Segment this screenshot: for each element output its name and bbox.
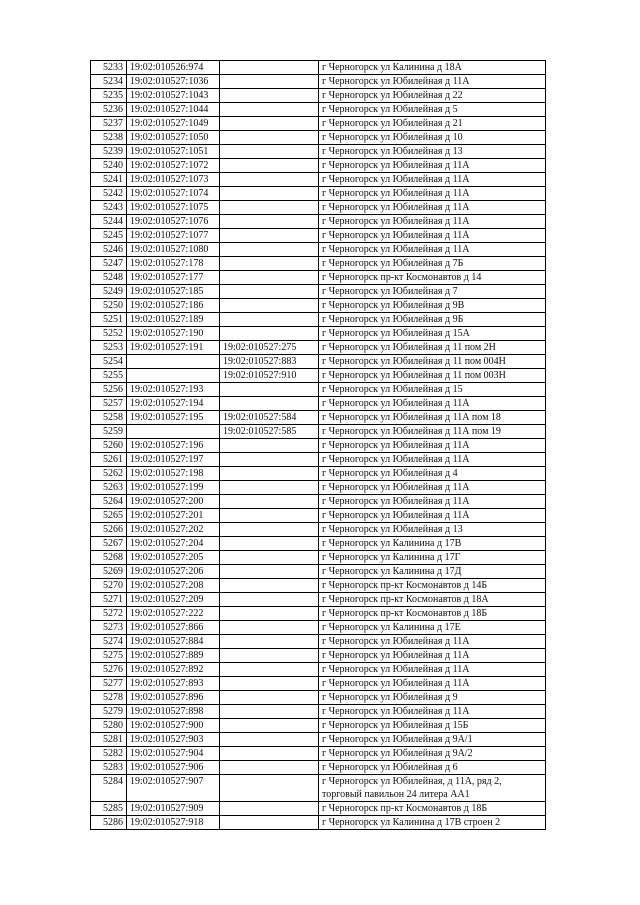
parent-cadastral-number-cell: 19:02:010527:178 [127,257,220,271]
row-number-cell: 5246 [91,243,127,257]
child-cadastral-number-cell [220,327,319,341]
parent-cadastral-number-cell: 19:02:010527:866 [127,621,220,635]
table-row [91,565,546,579]
address-cell: г Черногорск ул Калинина д 17В строен 2 [319,816,546,830]
table-row [91,425,546,439]
address-cell: г Черногорск ул Юбилейная д 7Б [319,257,546,271]
table-row [91,816,546,830]
address-cell: г Черногорск ул Калинина д 17Е [319,621,546,635]
table-row [91,243,546,257]
child-cadastral-number-cell [220,663,319,677]
table-row [91,607,546,621]
row-number-cell: 5286 [91,816,127,830]
table-row [91,187,546,201]
table-row [91,719,546,733]
table-row [91,299,546,313]
parent-cadastral-number-cell: 19:02:010527:898 [127,705,220,719]
child-cadastral-number-cell [220,397,319,411]
table-row [91,397,546,411]
table-row [91,747,546,761]
parent-cadastral-number-cell: 19:02:010527:193 [127,383,220,397]
child-cadastral-number-cell [220,761,319,775]
child-cadastral-number-cell [220,201,319,215]
address-cell: г Черногорск ул Юбилейная д 11А [319,173,546,187]
row-number-cell: 5254 [91,355,127,369]
row-number-cell: 5270 [91,579,127,593]
child-cadastral-number-cell [220,299,319,313]
table-row [91,551,546,565]
address-cell: г Черногорск ул Юбилейная д 11А [319,509,546,523]
parent-cadastral-number-cell: 19:02:010527:191 [127,341,220,355]
child-cadastral-number-cell [220,313,319,327]
address-cell: г Черногорск ул Юбилейная д 11А [319,397,546,411]
address-cell: г Черногорск ул Юбилейная д 15Б [319,719,546,733]
child-cadastral-number-cell [220,593,319,607]
parent-cadastral-number-cell: 19:02:010527:185 [127,285,220,299]
row-number-cell: 5260 [91,439,127,453]
row-number-cell: 5273 [91,621,127,635]
parent-cadastral-number-cell: 19:02:010527:190 [127,327,220,341]
address-cell: г Черногорск пр-кт Космонавтов д 18Б [319,802,546,816]
parent-cadastral-number-cell: 19:02:010527:900 [127,719,220,733]
address-cell: г Черногорск ул Юбилейная д 10 [319,131,546,145]
child-cadastral-number-cell [220,173,319,187]
parent-cadastral-number-cell: 19:02:010527:904 [127,747,220,761]
address-cell: г Черногорск ул Юбилейная д 11А [319,663,546,677]
table-row [91,271,546,285]
row-number-cell: 5262 [91,467,127,481]
row-number-cell: 5237 [91,117,127,131]
address-cell: г Черногорск пр-кт Космонавтов д 18Б [319,607,546,621]
row-number-cell: 5275 [91,649,127,663]
row-number-cell: 5234 [91,75,127,89]
row-number-cell: 5280 [91,719,127,733]
table-row [91,523,546,537]
child-cadastral-number-cell [220,131,319,145]
parent-cadastral-number-cell: 19:02:010527:1077 [127,229,220,243]
row-number-cell: 5256 [91,383,127,397]
parent-cadastral-number-cell: 19:02:010527:1080 [127,243,220,257]
address-cell: г Черногорск пр-кт Космонавтов д 18А [319,593,546,607]
child-cadastral-number-cell [220,802,319,816]
parent-cadastral-number-cell: 19:02:010527:177 [127,271,220,285]
row-number-cell: 5259 [91,425,127,439]
table-row [91,341,546,355]
row-number-cell: 5269 [91,565,127,579]
address-cell: г Черногорск ул Юбилейная д 11А [319,201,546,215]
parent-cadastral-number-cell: 19:02:010527:896 [127,691,220,705]
table-row [91,691,546,705]
row-number-cell: 5245 [91,229,127,243]
parent-cadastral-number-cell: 19:02:010527:195 [127,411,220,425]
row-number-cell: 5279 [91,705,127,719]
row-number-cell: 5244 [91,215,127,229]
row-number-cell: 5274 [91,635,127,649]
parent-cadastral-number-cell: 19:02:010527:909 [127,802,220,816]
parent-cadastral-number-cell: 19:02:010527:1072 [127,159,220,173]
child-cadastral-number-cell [220,621,319,635]
parent-cadastral-number-cell: 19:02:010527:1075 [127,201,220,215]
row-number-cell: 5267 [91,537,127,551]
child-cadastral-number-cell [220,215,319,229]
table-row [91,509,546,523]
parent-cadastral-number-cell: 19:02:010527:903 [127,733,220,747]
address-cell: г Черногорск ул Юбилейная д 11А [319,705,546,719]
row-number-cell: 5235 [91,89,127,103]
parent-cadastral-number-cell: 19:02:010527:889 [127,649,220,663]
table-row [91,495,546,509]
address-cell: г Черногорск ул Юбилейная д 7 [319,285,546,299]
row-number-cell: 5247 [91,257,127,271]
child-cadastral-number-cell [220,383,319,397]
child-cadastral-number-cell [220,229,319,243]
child-cadastral-number-cell [220,705,319,719]
child-cadastral-number-cell: 19:02:010527:584 [220,411,319,425]
table-row [91,761,546,775]
table-row [91,775,546,802]
address-cell: г Черногорск ул Юбилейная д 11А [319,243,546,257]
parent-cadastral-number-cell: 19:02:010527:918 [127,816,220,830]
address-cell: г Черногорск ул Юбилейная д 11А [319,677,546,691]
address-cell: г Черногорск ул Юбилейная д 4 [319,467,546,481]
child-cadastral-number-cell [220,439,319,453]
address-cell: г Черногорск ул Юбилейная д 11А [319,75,546,89]
parent-cadastral-number-cell: 19:02:010527:186 [127,299,220,313]
parent-cadastral-number-cell: 19:02:010527:222 [127,607,220,621]
table-row [91,75,546,89]
table-row [91,215,546,229]
table-row [91,173,546,187]
child-cadastral-number-cell [220,579,319,593]
table-row [91,439,546,453]
address-cell: г Черногорск ул Юбилейная д 9 [319,691,546,705]
address-cell: г Черногорск ул Юбилейная д 11 пом 003Н [319,369,546,383]
table-row [91,383,546,397]
address-cell: г Черногорск ул Юбилейная д 11 пом 004Н [319,355,546,369]
address-cell: г Черногорск ул Юбилейная д 13 [319,145,546,159]
table-row [91,229,546,243]
row-number-cell: 5250 [91,299,127,313]
row-number-cell: 5265 [91,509,127,523]
table-row [91,131,546,145]
table-row [91,285,546,299]
parent-cadastral-number-cell: 19:02:010527:204 [127,537,220,551]
row-number-cell: 5253 [91,341,127,355]
registry-table [90,60,546,830]
parent-cadastral-number-cell: 19:02:010527:1076 [127,215,220,229]
table-row [91,649,546,663]
address-cell: г Черногорск ул Юбилейная д 15 [319,383,546,397]
table-row [91,89,546,103]
child-cadastral-number-cell [220,187,319,201]
child-cadastral-number-cell [220,285,319,299]
child-cadastral-number-cell [220,89,319,103]
parent-cadastral-number-cell: 19:02:010527:189 [127,313,220,327]
parent-cadastral-number-cell: 19:02:010527:1050 [127,131,220,145]
address-cell: г Черногорск ул Юбилейная д 11А [319,481,546,495]
child-cadastral-number-cell [220,509,319,523]
child-cadastral-number-cell [220,159,319,173]
parent-cadastral-number-cell: 19:02:010527:198 [127,467,220,481]
parent-cadastral-number-cell: 19:02:010527:199 [127,481,220,495]
table-row [91,677,546,691]
parent-cadastral-number-cell: 19:02:010527:893 [127,677,220,691]
parent-cadastral-number-cell: 19:02:010527:1036 [127,75,220,89]
row-number-cell: 5261 [91,453,127,467]
parent-cadastral-number-cell: 19:02:010527:202 [127,523,220,537]
child-cadastral-number-cell [220,257,319,271]
table-row [91,257,546,271]
child-cadastral-number-cell: 19:02:010527:910 [220,369,319,383]
child-cadastral-number-cell: 19:02:010527:883 [220,355,319,369]
parent-cadastral-number-cell [127,369,220,383]
address-cell: г Черногорск ул Юбилейная д 22 [319,89,546,103]
child-cadastral-number-cell [220,649,319,663]
table-row [91,411,546,425]
row-number-cell: 5285 [91,802,127,816]
parent-cadastral-number-cell: 19:02:010527:194 [127,397,220,411]
table-row [91,201,546,215]
parent-cadastral-number-cell: 19:02:010527:205 [127,551,220,565]
parent-cadastral-number-cell: 19:02:010526:974 [127,61,220,75]
parent-cadastral-number-cell: 19:02:010527:906 [127,761,220,775]
row-number-cell: 5239 [91,145,127,159]
child-cadastral-number-cell [220,719,319,733]
child-cadastral-number-cell: 19:02:010527:585 [220,425,319,439]
row-number-cell: 5249 [91,285,127,299]
table-row [91,733,546,747]
row-number-cell: 5284 [91,775,127,802]
table-row [91,621,546,635]
child-cadastral-number-cell [220,775,319,802]
table-row [91,593,546,607]
row-number-cell: 5263 [91,481,127,495]
address-cell: г Черногорск ул Юбилейная д 11А [319,215,546,229]
parent-cadastral-number-cell: 19:02:010527:1049 [127,117,220,131]
address-cell: г Черногорск ул Юбилейная д 11А [319,635,546,649]
row-number-cell: 5240 [91,159,127,173]
address-cell: г Черногорск ул Юбилейная д 11А [319,439,546,453]
registry-table-body [91,61,546,830]
table-row [91,355,546,369]
address-cell: г Черногорск ул Юбилейная д 9А/2 [319,747,546,761]
address-cell: г Черногорск ул Юбилейная д 9Б [319,313,546,327]
row-number-cell: 5264 [91,495,127,509]
row-number-cell: 5283 [91,761,127,775]
row-number-cell: 5272 [91,607,127,621]
child-cadastral-number-cell [220,733,319,747]
row-number-cell: 5257 [91,397,127,411]
row-number-cell: 5277 [91,677,127,691]
parent-cadastral-number-cell: 19:02:010527:209 [127,593,220,607]
row-number-cell: 5251 [91,313,127,327]
child-cadastral-number-cell [220,75,319,89]
table-row [91,117,546,131]
table-row [91,663,546,677]
address-cell: г Черногорск ул Калинина д 18А [319,61,546,75]
parent-cadastral-number-cell: 19:02:010527:1073 [127,173,220,187]
address-cell: г Черногорск ул Юбилейная д 9А/1 [319,733,546,747]
address-cell: г Черногорск ул Юбилейная д 11А [319,495,546,509]
child-cadastral-number-cell: 19:02:010527:275 [220,341,319,355]
row-number-cell: 5282 [91,747,127,761]
address-cell: г Черногорск ул Юбилейная д 11А [319,187,546,201]
address-cell: г Черногорск пр-кт Космонавтов д 14Б [319,579,546,593]
row-number-cell: 5271 [91,593,127,607]
address-cell: г Черногорск пр-кт Космонавтов д 14 [319,271,546,285]
child-cadastral-number-cell [220,523,319,537]
child-cadastral-number-cell [220,61,319,75]
address-cell: г Черногорск ул Юбилейная д 11А [319,159,546,173]
address-cell: г Черногорск ул Юбилейная д 6 [319,761,546,775]
parent-cadastral-number-cell: 19:02:010527:208 [127,579,220,593]
row-number-cell: 5238 [91,131,127,145]
child-cadastral-number-cell [220,271,319,285]
child-cadastral-number-cell [220,537,319,551]
row-number-cell: 5252 [91,327,127,341]
table-row [91,103,546,117]
child-cadastral-number-cell [220,565,319,579]
row-number-cell: 5241 [91,173,127,187]
child-cadastral-number-cell [220,677,319,691]
row-number-cell: 5278 [91,691,127,705]
parent-cadastral-number-cell: 19:02:010527:892 [127,663,220,677]
table-row [91,61,546,75]
child-cadastral-number-cell [220,103,319,117]
child-cadastral-number-cell [220,243,319,257]
address-cell: г Черногорск ул Юбилейная д 5 [319,103,546,117]
child-cadastral-number-cell [220,481,319,495]
child-cadastral-number-cell [220,495,319,509]
parent-cadastral-number-cell: 19:02:010527:1044 [127,103,220,117]
address-cell: г Черногорск ул Юбилейная, д 11А, ряд 2, торговый павильон 24 литера АА1 [319,775,546,802]
table-row [91,467,546,481]
table-row [91,635,546,649]
address-cell: г Черногорск ул Юбилейная д 11 пом 2Н [319,341,546,355]
table-row [91,481,546,495]
parent-cadastral-number-cell: 19:02:010527:206 [127,565,220,579]
child-cadastral-number-cell [220,453,319,467]
row-number-cell: 5281 [91,733,127,747]
row-number-cell: 5258 [91,411,127,425]
address-cell: г Черногорск ул Юбилейная д 11А [319,453,546,467]
table-row [91,453,546,467]
row-number-cell: 5233 [91,61,127,75]
child-cadastral-number-cell [220,117,319,131]
parent-cadastral-number-cell: 19:02:010527:201 [127,509,220,523]
address-cell: г Черногорск ул Юбилейная д 21 [319,117,546,131]
table-row [91,537,546,551]
address-cell: г Черногорск ул Юбилейная д 11А [319,649,546,663]
parent-cadastral-number-cell: 19:02:010527:200 [127,495,220,509]
child-cadastral-number-cell [220,145,319,159]
table-row [91,327,546,341]
table-row [91,705,546,719]
parent-cadastral-number-cell: 19:02:010527:1074 [127,187,220,201]
table-row [91,159,546,173]
table-row [91,579,546,593]
address-cell: г Черногорск ул Юбилейная д 11А [319,229,546,243]
row-number-cell: 5266 [91,523,127,537]
row-number-cell: 5236 [91,103,127,117]
parent-cadastral-number-cell: 19:02:010527:1043 [127,89,220,103]
row-number-cell: 5268 [91,551,127,565]
address-cell: г Черногорск ул Калинина д 17Д [319,565,546,579]
child-cadastral-number-cell [220,691,319,705]
row-number-cell: 5276 [91,663,127,677]
child-cadastral-number-cell [220,816,319,830]
child-cadastral-number-cell [220,551,319,565]
row-number-cell: 5248 [91,271,127,285]
child-cadastral-number-cell [220,467,319,481]
address-cell: г Черногорск ул Юбилейная д 13 [319,523,546,537]
parent-cadastral-number-cell: 19:02:010527:197 [127,453,220,467]
parent-cadastral-number-cell: 19:02:010527:907 [127,775,220,802]
row-number-cell: 5243 [91,201,127,215]
address-cell: г Черногорск ул Юбилейная д 11А пом 19 [319,425,546,439]
parent-cadastral-number-cell: 19:02:010527:1051 [127,145,220,159]
parent-cadastral-number-cell: 19:02:010527:196 [127,439,220,453]
parent-cadastral-number-cell [127,355,220,369]
child-cadastral-number-cell [220,635,319,649]
address-cell: г Черногорск ул Юбилейная д 15А [319,327,546,341]
table-row [91,369,546,383]
address-cell: г Черногорск ул Юбилейная д 11А пом 18 [319,411,546,425]
address-cell: г Черногорск ул Юбилейная д 9В [319,299,546,313]
table-row [91,802,546,816]
address-cell: г Черногорск ул Калинина д 17В [319,537,546,551]
child-cadastral-number-cell [220,607,319,621]
row-number-cell: 5255 [91,369,127,383]
table-row [91,313,546,327]
address-cell: г Черногорск ул Калинина д 17Г [319,551,546,565]
table-row [91,145,546,159]
child-cadastral-number-cell [220,747,319,761]
parent-cadastral-number-cell [127,425,220,439]
row-number-cell: 5242 [91,187,127,201]
parent-cadastral-number-cell: 19:02:010527:884 [127,635,220,649]
